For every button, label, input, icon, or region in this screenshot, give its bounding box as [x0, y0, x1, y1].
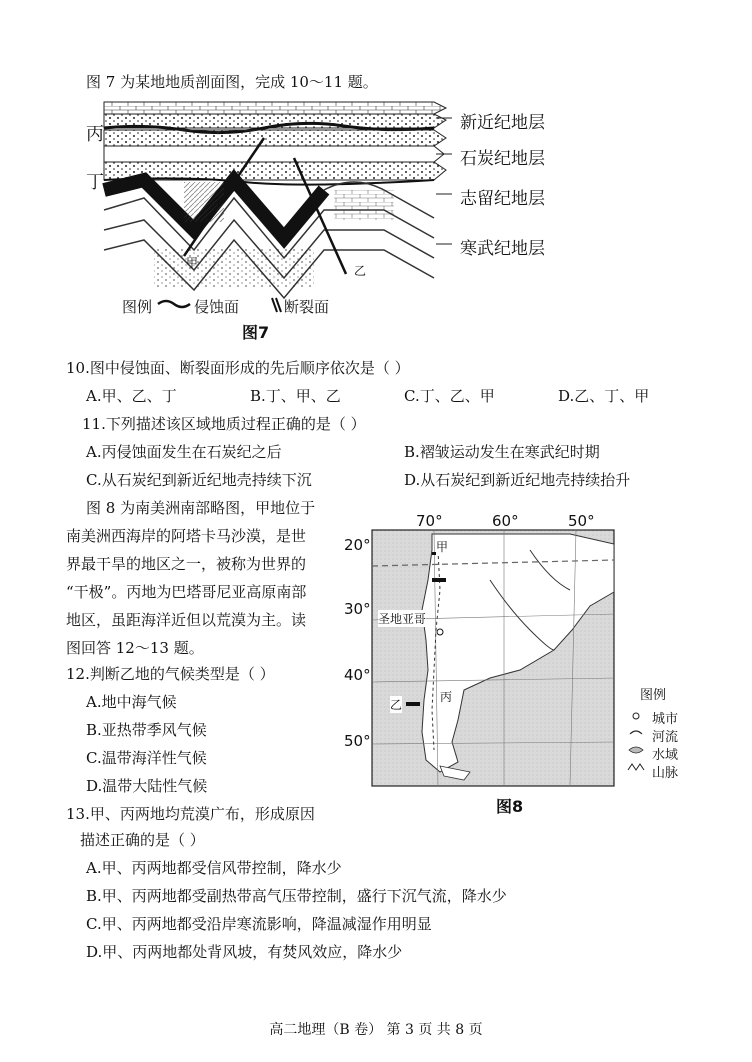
- fig8-intro-line-3: 界最干旱的地区之一，被称为世界的: [66, 555, 307, 573]
- q12-stem: 12.判断乙地的气候类型是（ ）: [66, 665, 275, 683]
- q12-option-a: A.地中海气候: [86, 693, 177, 711]
- place-bing: 丙: [440, 690, 453, 704]
- figure-8-map: [340, 510, 720, 820]
- fig7-intro: 图 7 为某地地质剖面图，完成 10～11 题。: [86, 73, 378, 91]
- q11-option-d: D.从石炭纪到新近纪地壳持续抬升: [404, 471, 631, 489]
- legend-city: 城市: [652, 712, 679, 727]
- q11-option-a: A.丙侵蚀面发生在石炭纪之后: [86, 443, 282, 461]
- layer-silurian: 志留纪地层: [460, 189, 545, 209]
- q10-option-b: B.丁、甲、乙: [250, 387, 341, 405]
- label-jia: 甲: [186, 256, 199, 270]
- fig8-intro-line-6: 图回答 12～13 题。: [66, 639, 204, 657]
- q13-option-c: C.甲、丙两地都受沿岸寒流影响，降温减湿作用明显: [86, 915, 432, 933]
- q10-option-c: C.丁、乙、甲: [404, 387, 495, 405]
- layer-cambrian: 寒武纪地层: [460, 239, 545, 259]
- q10-stem: 10.图中侵蚀面、断裂面形成的先后顺序依次是（ ）: [66, 359, 410, 377]
- q11-option-c: C.从石炭纪到新近纪地壳持续下沉: [86, 471, 312, 489]
- q12-option-c: C.温带海洋性气候: [86, 749, 207, 767]
- place-yi: 乙: [390, 698, 403, 712]
- figure-8-caption: 图8: [496, 797, 524, 816]
- lon-label-50: 50°: [568, 512, 595, 530]
- fig8-intro-line-4: “干极”。丙地为巴塔哥尼亚高原南部: [66, 583, 307, 601]
- q10-option-d: D.乙、丁、甲: [558, 387, 650, 405]
- legend-title: 图例: [122, 298, 153, 316]
- fig8-intro-line-5: 地区，虽距海洋近但以荒漠为主。读: [66, 611, 307, 629]
- q11-stem: 11.下列描述该区域地质过程正确的是（ ）: [82, 415, 366, 433]
- place-jia: 甲: [436, 540, 449, 554]
- lat-label-30: 30°: [344, 600, 371, 618]
- legend-erosion-label: 侵蚀面: [194, 298, 240, 316]
- fig8-intro-line-1: 图 8 为南美洲南部略图，甲地位于: [86, 499, 316, 517]
- map-legend-title: 图例: [640, 688, 667, 703]
- q11-option-b: B.褶皱运动发生在寒武纪时期: [404, 443, 600, 461]
- lat-label-50: 50°: [344, 732, 371, 750]
- q13-stem-line-2: 描述正确的是（ ）: [80, 831, 205, 849]
- label-ding: 丁: [86, 172, 104, 193]
- mountain-legend-icon: [628, 764, 644, 770]
- place-santiago: 圣地亚哥: [378, 612, 427, 626]
- lon-label-70: 70°: [416, 512, 443, 530]
- q10-option-a: A.甲、乙、丁: [86, 387, 177, 405]
- page-footer: 高二地理（B 卷） 第 3 页 共 8 页: [269, 1022, 483, 1038]
- layer-neogene: 新近纪地层: [460, 113, 545, 133]
- figure-7-geologic-section: [84, 98, 554, 342]
- legend-river: 河流: [652, 730, 679, 745]
- erosion-legend-icon: [158, 301, 190, 307]
- lat-label-20: 20°: [344, 536, 371, 554]
- river-legend-icon: [630, 731, 642, 734]
- legend-mountain: 山脉: [652, 766, 679, 781]
- q12-option-b: B.亚热带季风气候: [86, 721, 207, 739]
- q12-option-d: D.温带大陆性气候: [86, 777, 208, 795]
- lon-label-60: 60°: [492, 512, 519, 530]
- q13-option-a: A.甲、丙两地都受信风带控制，降水少: [86, 859, 342, 877]
- q13-option-d: D.甲、丙两地都处背风坡，有焚风效应，降水少: [86, 943, 403, 961]
- layer-carboniferous: 石炭纪地层: [460, 149, 545, 169]
- city-legend-icon: [633, 713, 639, 719]
- legend-fault-label: 断裂面: [284, 298, 330, 316]
- water-legend-icon: [629, 747, 643, 753]
- label-bing: 丙: [86, 124, 104, 145]
- lat-label-40: 40°: [344, 666, 371, 684]
- legend-water: 水域: [652, 748, 679, 763]
- q13-stem-line-1: 13.甲、丙两地均荒漠广布，形成原因: [66, 805, 315, 823]
- q13-option-b: B.甲、丙两地都受副热带高气压带控制，盛行下沉气流，降水少: [86, 887, 507, 905]
- figure-7-caption: 图7: [242, 323, 270, 342]
- label-yi: 乙: [354, 264, 367, 278]
- fig8-intro-line-2: 南美洲西海岸的阿塔卡马沙漠，是世: [66, 527, 307, 545]
